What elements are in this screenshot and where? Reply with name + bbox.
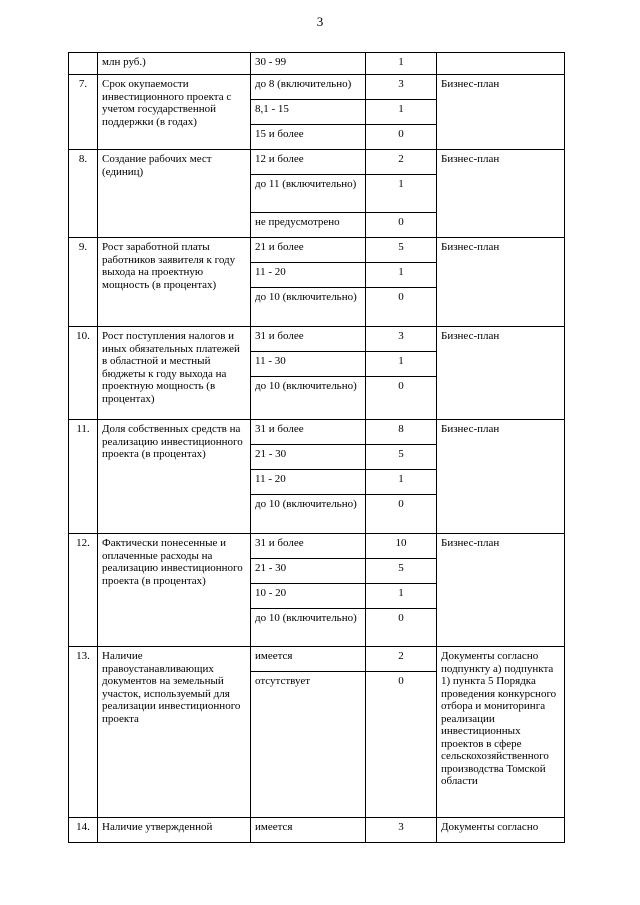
source-cell: Бизнес-план bbox=[437, 534, 565, 647]
score-cell: 3 bbox=[366, 75, 437, 100]
option-cell: до 8 (включительно) bbox=[251, 75, 366, 100]
table-row bbox=[69, 818, 565, 843]
score-cell: 8 bbox=[366, 420, 437, 445]
option-cell: не предусмотрено bbox=[251, 213, 366, 238]
row-number: 10. bbox=[69, 327, 98, 420]
criteria-table bbox=[68, 52, 565, 843]
criterion-cell: Рост заработной платы работников заявителя к году выхода на проектную мощность (в процентах) bbox=[98, 238, 251, 327]
score-cell: 1 bbox=[366, 175, 437, 213]
source-cell: Бизнес-план bbox=[437, 75, 565, 150]
criterion-cell: Рост поступления налогов и иных обязательных платежей в областной и местный бюджеты к году выхода на проектную мощность (в процентах) bbox=[98, 327, 251, 420]
criterion-cell: Наличие правоустанавливающих документов на земельный участок, используемый для реализации инвестиционного проекта bbox=[98, 647, 251, 818]
source-cell: Документы согласно bbox=[437, 818, 565, 843]
row-number: 14. bbox=[69, 818, 98, 843]
row-number: 8. bbox=[69, 150, 98, 238]
source-cell bbox=[437, 53, 565, 75]
option-cell: до 10 (включительно) bbox=[251, 609, 366, 647]
score-cell: 3 bbox=[366, 327, 437, 352]
criterion-cell: млн руб.) bbox=[98, 53, 251, 75]
option-cell: до 10 (включительно) bbox=[251, 377, 366, 420]
row-number bbox=[69, 53, 98, 75]
option-cell: 11 - 30 bbox=[251, 352, 366, 377]
option-cell: 21 - 30 bbox=[251, 445, 366, 470]
score-cell: 1 bbox=[366, 470, 437, 495]
criterion-cell: Фактически понесенные и оплаченные расходы на реализацию инвестиционного проекта (в процентах) bbox=[98, 534, 251, 647]
option-cell: имеется bbox=[251, 647, 366, 672]
option-cell: 21 и более bbox=[251, 238, 366, 263]
option-cell: до 10 (включительно) bbox=[251, 288, 366, 327]
row-number: 9. bbox=[69, 238, 98, 327]
option-cell: 31 и более bbox=[251, 420, 366, 445]
option-cell: 31 и более bbox=[251, 327, 366, 352]
option-cell: до 11 (включительно) bbox=[251, 175, 366, 213]
page-number: 3 bbox=[316, 14, 324, 29]
option-cell: имеется bbox=[251, 818, 366, 843]
score-cell: 2 bbox=[366, 150, 437, 175]
row-number: 7. bbox=[69, 75, 98, 150]
option-cell: 31 и более bbox=[251, 534, 366, 559]
criterion-cell: Доля собственных средств на реализацию инвестиционного проекта (в процентах) bbox=[98, 420, 251, 534]
option-cell: 11 - 20 bbox=[251, 470, 366, 495]
row-number: 11. bbox=[69, 420, 98, 534]
score-cell: 1 bbox=[366, 584, 437, 609]
source-cell: Бизнес-план bbox=[437, 150, 565, 238]
table-row bbox=[69, 327, 565, 352]
table-row bbox=[69, 150, 565, 175]
table-row bbox=[69, 534, 565, 559]
table-row bbox=[69, 238, 565, 263]
score-cell: 0 bbox=[366, 377, 437, 420]
option-cell: 11 - 20 bbox=[251, 263, 366, 288]
option-cell: 30 - 99 bbox=[251, 53, 366, 75]
source-cell: Документы согласно подпункту а) подпункта 1) пункта 5 Порядка проведения конкурсного отбора и мониторинга реализации инвестиционных проектов в сфере сельскохозяйственного производства Томской области bbox=[437, 647, 565, 818]
row-number: 13. bbox=[69, 647, 98, 818]
option-cell: 8,1 - 15 bbox=[251, 100, 366, 125]
table-row bbox=[69, 647, 565, 672]
option-cell: 12 и более bbox=[251, 150, 366, 175]
criterion-cell: Создание рабочих мест (единиц) bbox=[98, 150, 251, 238]
option-cell: до 10 (включительно) bbox=[251, 495, 366, 534]
score-cell: 1 bbox=[366, 100, 437, 125]
option-cell: 10 - 20 bbox=[251, 584, 366, 609]
score-cell: 0 bbox=[366, 288, 437, 327]
criterion-cell: Срок окупаемости инвестиционного проекта с учетом государственной поддержки (в годах) bbox=[98, 75, 251, 150]
score-cell: 1 bbox=[366, 352, 437, 377]
score-cell: 2 bbox=[366, 647, 437, 672]
score-cell: 0 bbox=[366, 672, 437, 818]
score-cell: 0 bbox=[366, 609, 437, 647]
score-cell: 0 bbox=[366, 495, 437, 534]
source-cell: Бизнес-план bbox=[437, 327, 565, 420]
score-cell: 3 bbox=[366, 818, 437, 843]
criterion-cell: Наличие утвержденной bbox=[98, 818, 251, 843]
score-cell: 0 bbox=[366, 125, 437, 150]
source-cell: Бизнес-план bbox=[437, 238, 565, 327]
score-cell: 1 bbox=[366, 53, 437, 75]
score-cell: 10 bbox=[366, 534, 437, 559]
option-cell: 21 - 30 bbox=[251, 559, 366, 584]
score-cell: 5 bbox=[366, 445, 437, 470]
row-number: 12. bbox=[69, 534, 98, 647]
score-cell: 5 bbox=[366, 238, 437, 263]
table-row bbox=[69, 420, 565, 445]
option-cell: отсутствует bbox=[251, 672, 366, 818]
source-cell: Бизнес-план bbox=[437, 420, 565, 534]
table-row bbox=[69, 75, 565, 100]
score-cell: 0 bbox=[366, 213, 437, 238]
table-row bbox=[69, 53, 565, 75]
score-cell: 5 bbox=[366, 559, 437, 584]
score-cell: 1 bbox=[366, 263, 437, 288]
option-cell: 15 и более bbox=[251, 125, 366, 150]
